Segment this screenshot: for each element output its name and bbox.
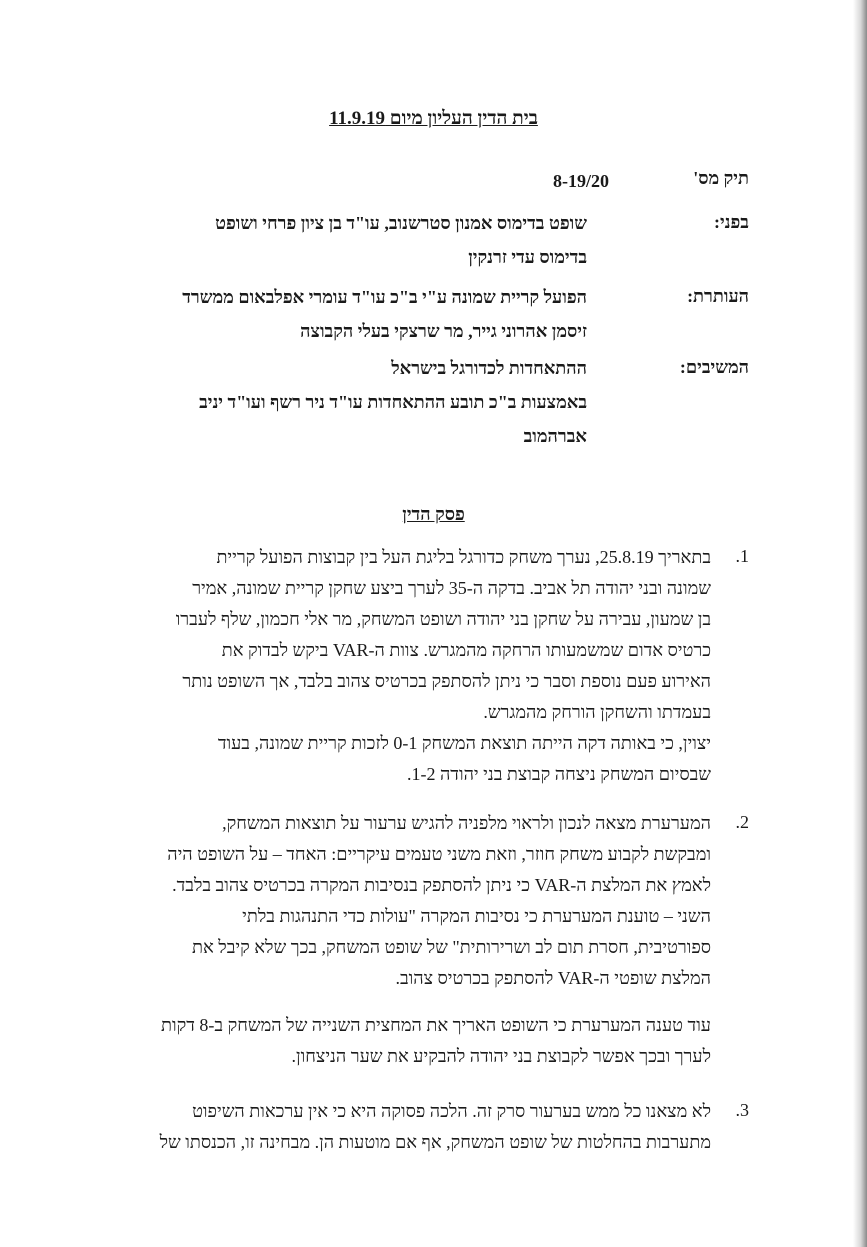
paragraph-1-line: בן שמעון, עבירה על שחקן בני יהודה ושופט המשחק, מר אלי חכמון, שלף לעברו xyxy=(175,609,711,629)
paragraph-2-number: .2 xyxy=(735,812,749,832)
paragraph-3-line: מתערבות בהחלטות של שופט המשחק, אף אם מוטעות הן. מבחינה זו, הכנסתו של xyxy=(159,1132,711,1152)
paragraph-2-line: לאמץ את המלצת ה-VAR כי ניתן להסתפק בנסיבות המקרה בכרטיס צהוב בלבד. xyxy=(172,875,711,895)
paragraph-2-line: המלצת שופטי ה-VAR להסתפק בכרטיס צהוב. xyxy=(395,968,711,988)
paragraph-2-line: המערערת מצאה לנכון ולראוי מלפניה להגיש ערעור על תוצאות המשחק, xyxy=(222,813,711,833)
paragraph-2 xyxy=(131,808,711,994)
court-title xyxy=(0,108,867,130)
petitioner-line-2: זיסמן אהרוני גייר, מר שרצקי בעלי הקבוצה xyxy=(300,321,587,341)
paragraph-1-line: שבסיום המשחק ניצחה קבוצת בני יהודה 1-2. xyxy=(406,764,711,784)
paragraph-1-line: בתאריך 25.8.19, נערך משחק כדורגל בליגת העל בין קבוצות הפועל קריית xyxy=(216,547,711,567)
paragraph-2-continuation xyxy=(131,1010,711,1072)
paragraph-1-line: שמונה ובני יהודה תל אביב. בדקה ה-35 לערך ביצע שחקן קריית שמונה, אמיר xyxy=(192,578,711,598)
paragraph-3-number: .3 xyxy=(735,1100,749,1120)
petitioner-value xyxy=(127,280,587,348)
paragraph-1-line: כרטיס אדום שמשמעותו הרחקה מהמגרש. צוות ה-VAR ביקש לבדוק את xyxy=(221,640,711,660)
paragraph-2b-line: לערך ובכך אפשר לקבוצת בני יהודה להבקיע את שער הניצחון. xyxy=(291,1046,711,1066)
ruling-title xyxy=(0,504,867,525)
paragraph-2-line: השני – טוענת המערערת כי נסיבות המקרה "עולות כדי התנהגות בלתי xyxy=(242,906,711,926)
respondents-line-2: באמצעות ב"כ תובע ההתאחדות עו"ד ניר רשף ועו"ד יניב xyxy=(199,392,587,412)
respondents-line-1: ההתאחדות לכדורגל בישראל xyxy=(391,358,587,378)
panel-line-1: שופט בדימוס אמנון סטרשנוב, עו"ד בן ציון פרחי ושופט xyxy=(215,213,587,233)
case-number-value: 8-19/20 xyxy=(553,171,609,191)
paragraph-2b-line: עוד טענה המערערת כי השופט האריך את המחצית השנייה של המשחק ב-8 דקות xyxy=(161,1015,711,1035)
petitioner-label: העותרת: xyxy=(687,286,749,306)
paragraph-1 xyxy=(131,542,711,790)
paragraph-1-line: האירוע פעם נוספת וסבר כי ניתן להסתפק בכרטיס צהוב בלבד, אך השופט נותר xyxy=(182,671,711,691)
petitioner-line-1: הפועל קריית שמונה ע"י ב"כ עו"ד עומרי אפלבאום ממשרד xyxy=(182,287,587,307)
panel-label: בפני: xyxy=(713,212,749,232)
paragraph-3-line: לא מצאנו כל ממש בערעור סרק זה. הלכה פסוקה היא כי אין ערכאות השיפוט xyxy=(192,1101,711,1121)
ruling-title-text: פסק הדין xyxy=(402,504,465,524)
paragraph-1-line: בעמדתו והשחקן הורחק מהמגרש. xyxy=(483,702,711,722)
respondents-line-3: אברהמוב xyxy=(523,426,587,446)
panel-line-2: בדימוס עדי זרנקין xyxy=(468,247,587,267)
paragraph-3 xyxy=(131,1096,711,1158)
case-number-label: תיק מס' xyxy=(693,168,749,188)
panel-value xyxy=(127,206,587,274)
court-title-text: בית הדין העליון מיום 11.9.19 xyxy=(329,108,538,129)
scan-edge-shadow xyxy=(853,0,867,1247)
paragraph-2-line: ומבקשת לקבוע משחק חוזר, וזאת משני טעמים עיקריים: האחד – על השופט היה xyxy=(167,844,711,864)
paragraph-1-line: יצוין, כי באותה דקה הייתה תוצאת המשחק 0-1 לזכות קריית שמונה, בעוד xyxy=(217,733,711,753)
paragraph-1-number: .1 xyxy=(735,546,749,566)
respondents-label: המשיבים: xyxy=(679,357,749,377)
respondents-value xyxy=(127,351,587,453)
paragraph-2-line: ספורטיבית, חסרת תום לב ושרירותית" של שופט המשחק, בכך שלא קיבל את xyxy=(192,937,711,957)
